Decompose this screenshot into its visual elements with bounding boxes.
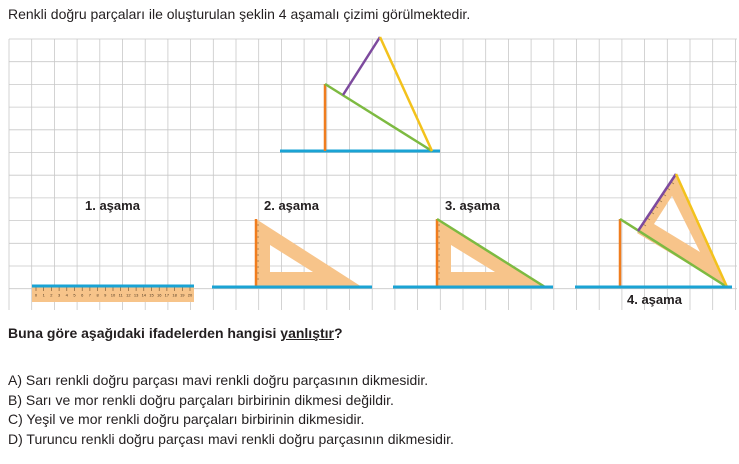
ruler-tick-label: 3: [57, 292, 61, 298]
ruler-tick-label: 4: [65, 292, 68, 298]
question-underlined: yanlıştır: [280, 325, 334, 341]
ruler-tick-label: 19: [180, 292, 185, 298]
option-b[interactable]: B) Sarı ve mor renkli doğru parçaları birbirinin dikmesi değildir.: [8, 391, 394, 408]
stage-label-2: 2. aşama: [264, 198, 319, 213]
ruler-tick-label: 13: [133, 292, 139, 298]
question-mark: ?: [334, 325, 343, 341]
intro-text: Renkli doğru parçaları ile oluşturulan şeklin 4 aşamalı çizimi görülmektedir.: [8, 6, 471, 22]
option-c[interactable]: C) Yeşil ve mor renkli doğru parçaları birbirinin dikmesidir.: [8, 411, 365, 427]
set-square: [637, 174, 727, 287]
stage-3: [393, 198, 553, 287]
ruler-tick-label: 9: [104, 292, 107, 298]
option-d[interactable]: D) Turuncu renkli doğru parçası mavi renkli doğru parçasının dikmesidir.: [8, 430, 454, 447]
ruler-tick-label: 12: [126, 292, 131, 298]
purple-segment: [638, 174, 676, 231]
ruler-tick-label: 15: [149, 292, 154, 298]
ruler-tick-label: 7: [88, 292, 92, 298]
stage-label-1: 1. aşama: [85, 198, 140, 213]
stage-label-3: 3. aşama: [445, 198, 500, 213]
question: [8, 325, 343, 341]
purple-segment: [343, 37, 380, 95]
ruler-tick-label: 5: [73, 292, 76, 298]
question-text: Buna göre aşağıdaki ifadelerden hangisi: [8, 325, 281, 341]
ruler-tick-label: 11: [118, 292, 123, 298]
stage-label-4: 4. aşama: [627, 292, 682, 307]
answer-options: [8, 371, 454, 449]
grid: [9, 39, 737, 310]
ruler-tick-label: 17: [164, 292, 170, 298]
ruler-tick-label: 1: [42, 292, 45, 298]
ruler-tick-label: 14: [141, 292, 147, 298]
ruler-tick-label: 0: [34, 292, 38, 298]
set-square: [256, 219, 362, 287]
ruler-tick-label: 6: [81, 292, 84, 298]
stage-4: [575, 174, 732, 307]
ruler-tick-label: 10: [110, 292, 116, 298]
ruler-tick-label: 20: [187, 292, 193, 298]
ruler-tick-label: 18: [172, 292, 177, 298]
option-a[interactable]: A) Sarı renkli doğru parçası mavi renkli doğru parçasının dikmesidir.: [8, 372, 429, 388]
ruler-tick-label: 16: [156, 292, 162, 298]
stage-1: [32, 198, 194, 302]
ruler-tick-label: 8: [96, 292, 99, 298]
ruler-tick-label: 2: [50, 292, 53, 298]
